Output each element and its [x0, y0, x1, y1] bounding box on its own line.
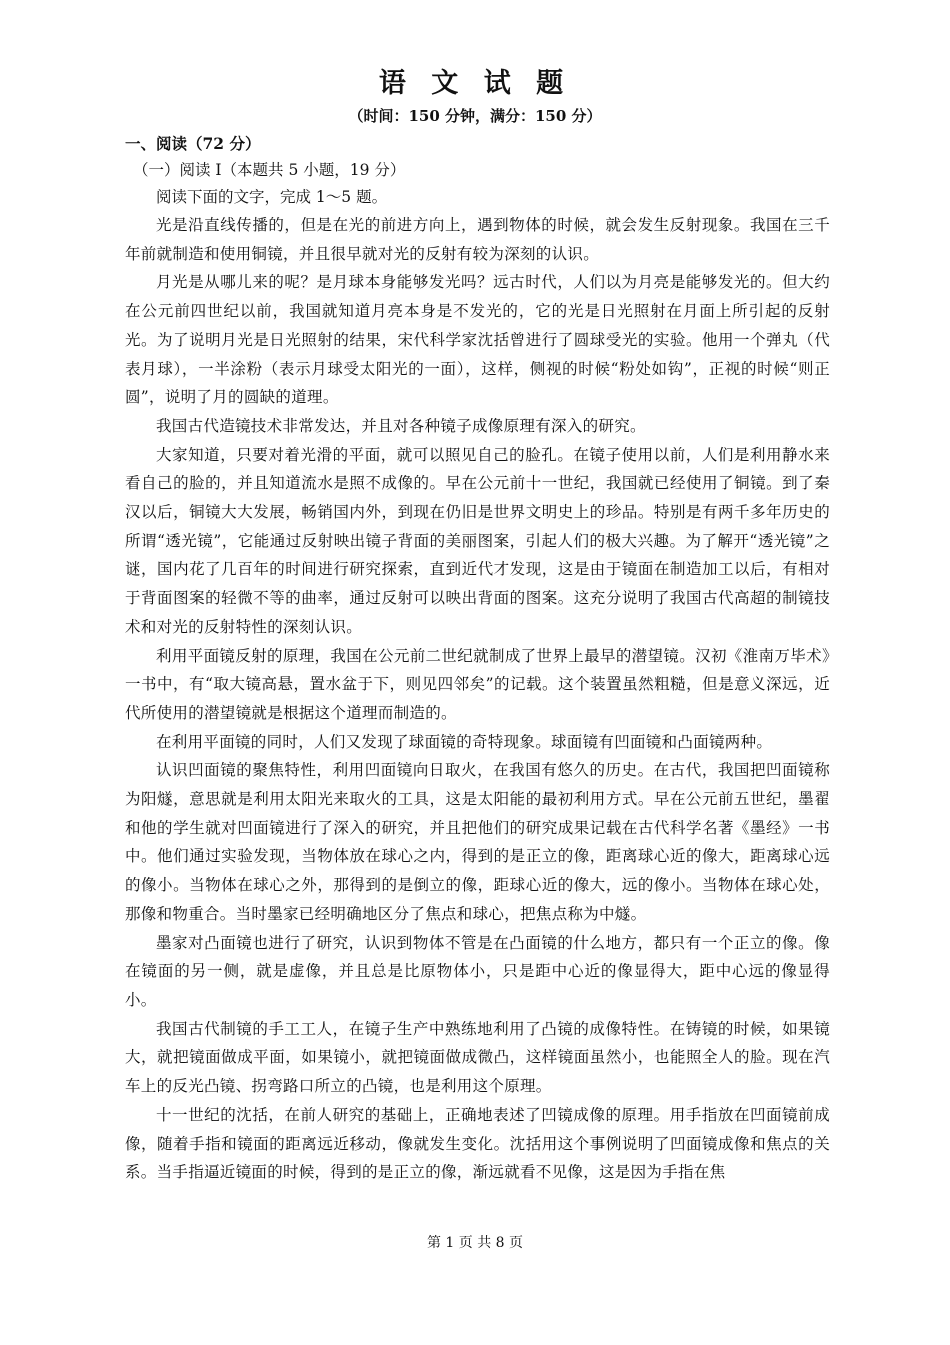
content-area: [125, 131, 830, 1187]
passage-paragraph-5: 利用平面镜反射的原理，我国在公元前二世纪就制成了世界上最早的潜望镜。汉初《淮南万毕术》一书中，有“取大镜高悬，置水盆于下，则见四邻矣”的记载。这个装置虽然粗糙，但是意义深远，近代所使用的潜望镜就是根据这个道理而制造的。: [125, 646, 830, 722]
section-heading: 一、阅读（72 分）: [125, 134, 261, 153]
passage-paragraph-8: 墨家对凸面镜也进行了研究，认识到物体不管是在凸面镜的什么地方，都只有一个正立的像。像在镜面的另一侧，就是虚像，并且总是比原物体小，只是距中心近的像显得大，距中心远的像显得小。: [125, 933, 830, 1009]
reading-instruction: 阅读下面的文字，完成 1～5 题。: [156, 188, 388, 206]
passage-paragraph-3: 我国古代造镜技术非常发达，并且对各种镜子成像原理有深入的研究。: [156, 416, 646, 435]
passage-paragraph-2: 月光是从哪儿来的呢？是月球本身能够发光吗？远古时代，人们以为月亮是能够发光的。但大约在公元前四世纪以前，我国就知道月亮本身是不发光的，它的光是日光照射在月面上所引起的反射光。为了说明月光是日光照射的结果，宋代科学家沈括曾进行了圆球受光的实验。他用一个弹丸（代表月球），一半涂粉（表示月球受太阳光的一面），这样，侧视的时候“粉处如钩”，正视的时候“则正圆”，说明了月的圆缺的道理。: [125, 273, 830, 407]
passage-paragraph-9: 我国古代制镜的手工工人，在镜子生产中熟练地利用了凸镜的成像特性。在铸镜的时候，如果镜大，就把镜面做成平面，如果镜小，就把镜面做成微凸，这样镜面虽然小，也能照全人的脸。现在汽车上的反光凸镜、拐弯路口所立的凸镜，也是利用这个原理。: [125, 1019, 830, 1096]
passage-paragraph-4: 大家知道，只要对着光滑的平面，就可以照见自己的脸孔。在镜子使用以前，人们是利用静水来看自己的脸的，并且知道流水是照不成像的。早在公元前十一世纪，我国就已经使用了铜镜。到了秦汉以后，铜镜大大发展，畅销国内外，到现在仍旧是世界文明史上的珍品。特别是有两千多年历史的所谓“透光镜”，它能通过反射映出镜子背面的美丽图案，引起人们的极大兴趣。为了解开“透光镜”之谜，国内花了几百年的时间进行研究探索，直到近代才发现，这是由于镜面在制造加工以后，有相对于背面图案的轻微不等的曲率，通过反射可以映出背面的图案。这充分说明了我国古代高超的制镜技术和对光的反射特性的深刻认识。: [125, 445, 830, 636]
reading-passage: [125, 211, 830, 1187]
passage-paragraph-6: 在利用平面镜的同时，人们又发现了球面镜的奇特现象。球面镜有凹面镜和凸面镜两种。: [156, 732, 773, 751]
sub-section-heading: （一）阅读 I（本题共 5 小题，19 分）: [133, 161, 406, 179]
passage-paragraph-10: 十一世纪的沈括，在前人研究的基础上，正确地表述了凹镜成像的原理。用手指放在凹面镜前成像，随着手指和镜面的距离远近移动，像就发生变化。沈括用这个事例说明了凹面镜成像和焦点的关系。当手指逼近镜面的时候，得到的是正立的像，渐远就看不见像，这是因为手指在焦: [125, 1105, 830, 1182]
passage-paragraph-1: 光是沿直线传播的，但是在光的前进方向上，遇到物体的时候，就会发生反射现象。我国在三千年前就制造和使用铜镜，并且很早就对光的反射有较为深刻的认识。: [125, 216, 830, 263]
page-title: 语 文 试 题: [378, 68, 572, 99]
page-number: 第 1 页 共 8 页: [426, 1235, 524, 1251]
exam-time-score: （时间：150 分钟，满分：150 分）: [348, 107, 602, 125]
passage-paragraph-7: 认识凹面镜的聚焦特性，利用凹面镜向日取火，在我国有悠久的历史。在古代，我国把凹面镜称为阳燧，意思就是利用太阳光来取火的工具，这是太阳能的最初利用方式。早在公元前五世纪，墨翟和他的学生就对凹面镜进行了深入的研究，并且把他们的研究成果记载在古代科学名著《墨经》一书中。他们通过实验发现，当物体放在球心之内，得到的是正立的像，距离球心近的像大，距离球心远的像小。当物体在球心之外，那得到的是倒立的像，距球心近的像大，远的像小。当物体在球心处，那像和物重合。当时墨家已经明确地区分了焦点和球心，把焦点称为中燧。: [125, 761, 830, 923]
